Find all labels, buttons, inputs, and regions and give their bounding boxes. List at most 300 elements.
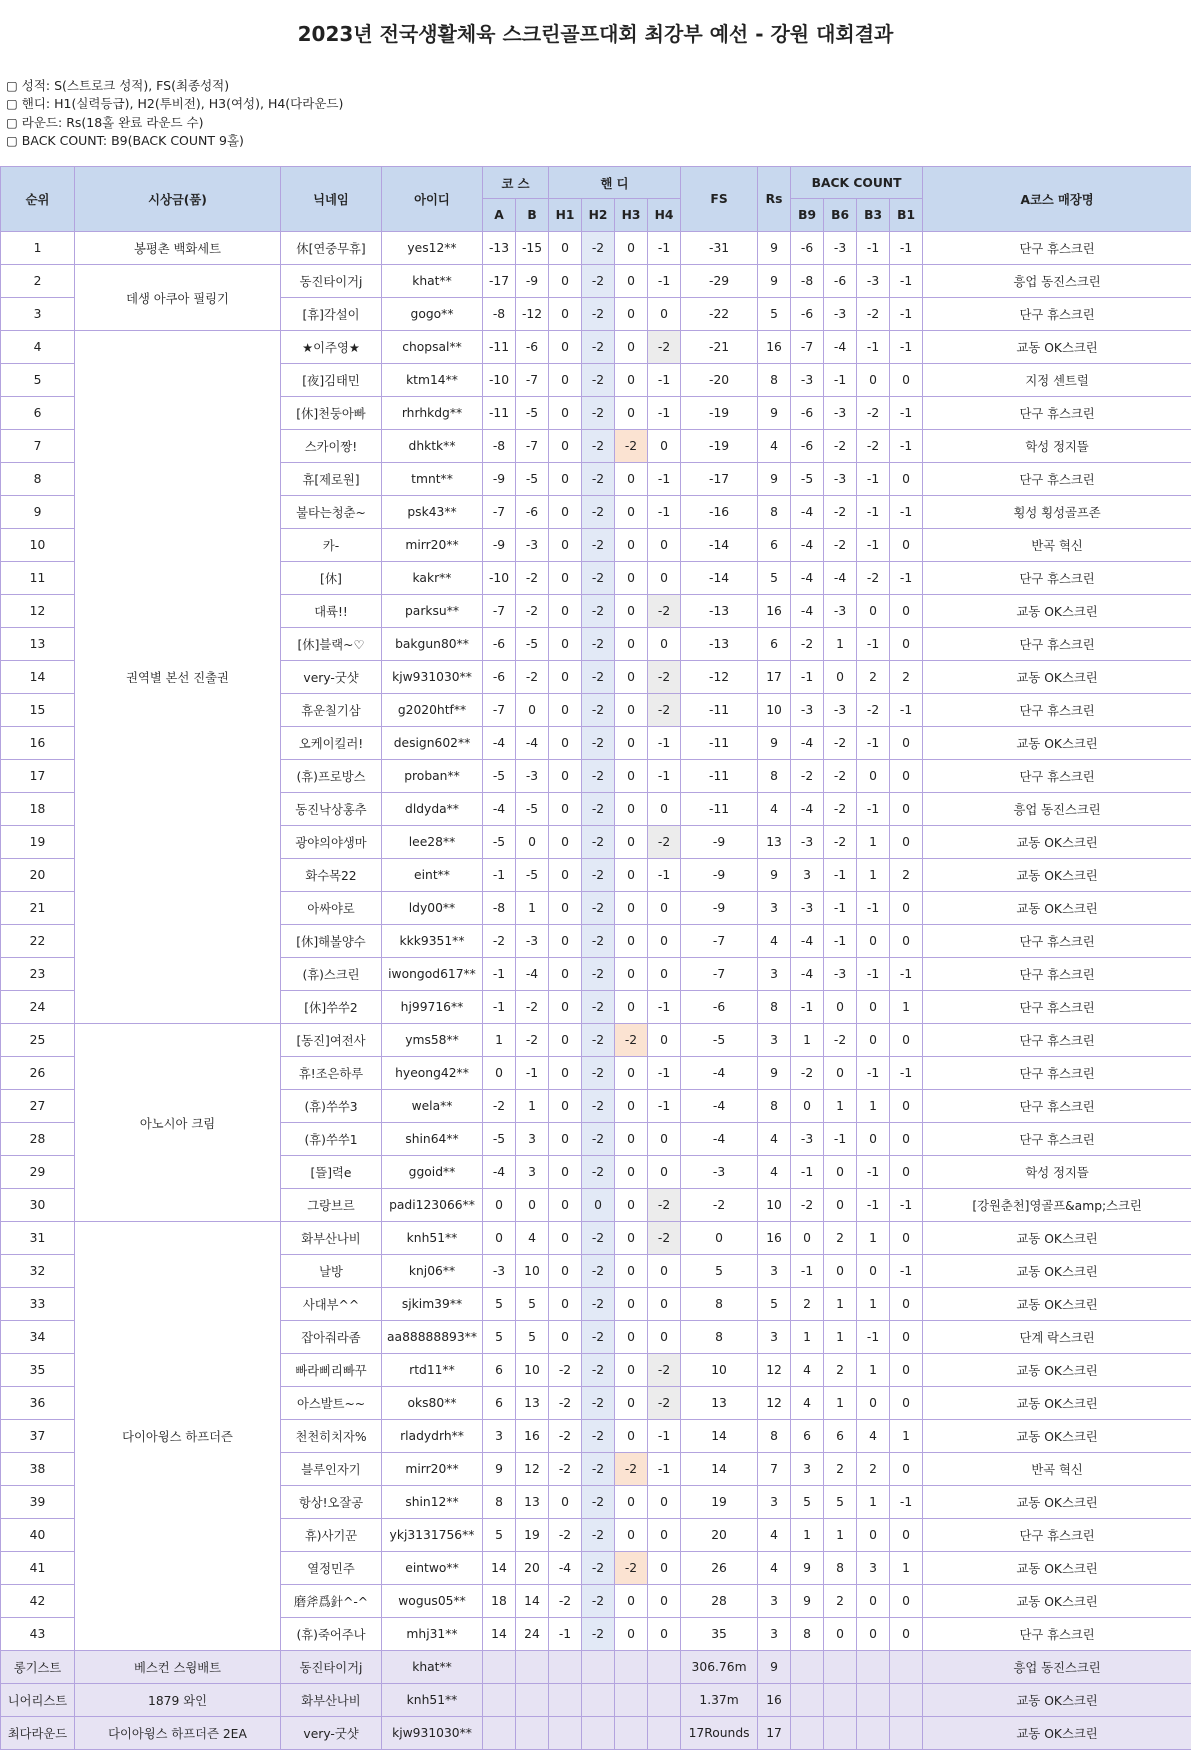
- special-userid-cell: kjw931030**: [382, 1717, 483, 1750]
- bc-b3-cell: 0: [857, 1519, 890, 1552]
- store-cell: 단구 휴스크린: [923, 1057, 1191, 1090]
- handi-h2-cell: -2: [582, 298, 615, 331]
- rs-cell: 7: [758, 1453, 791, 1486]
- store-cell: 단구 휴스크린: [923, 760, 1191, 793]
- bc-b6-cell: 1: [824, 1387, 857, 1420]
- bc-b3-cell: -1: [857, 793, 890, 826]
- handi-h2-cell: -2: [582, 892, 615, 925]
- bc-b9-cell: 5: [791, 1486, 824, 1519]
- bc-b9-cell: 4: [791, 1387, 824, 1420]
- rs-cell: 3: [758, 1255, 791, 1288]
- bc-b6-cell: -1: [824, 1123, 857, 1156]
- handi-h2-cell: -2: [582, 826, 615, 859]
- handi-h4-cell: 0: [648, 298, 681, 331]
- score-a-cell: -9: [483, 529, 516, 562]
- handi-h3-cell: 0: [615, 1189, 648, 1222]
- handi-h2-cell: -2: [582, 694, 615, 727]
- bc-b1-cell: 1: [890, 991, 923, 1024]
- handi-h3-cell: 0: [615, 958, 648, 991]
- nickname-cell: 광야의야생마: [281, 826, 382, 859]
- rank-cell: 38: [1, 1453, 75, 1486]
- bc-b6-cell: 0: [824, 1057, 857, 1090]
- score-b-cell: -3: [516, 529, 549, 562]
- handi-h1-cell: 0: [549, 1090, 582, 1123]
- empty-cell: [890, 1651, 923, 1684]
- score-b-cell: -5: [516, 397, 549, 430]
- bc-b3-cell: -1: [857, 958, 890, 991]
- bc-b6-cell: -4: [824, 562, 857, 595]
- bc-b6-cell: -2: [824, 496, 857, 529]
- bc-b1-cell: 0: [890, 1090, 923, 1123]
- bc-b1-cell: 0: [890, 760, 923, 793]
- score-b-cell: 0: [516, 1189, 549, 1222]
- fs-cell: -22: [681, 298, 758, 331]
- nickname-cell: (휴)죽어주나: [281, 1618, 382, 1651]
- bc-b6-cell: -2: [824, 793, 857, 826]
- bc-b3-cell: 1: [857, 1486, 890, 1519]
- rank-cell: 5: [1, 364, 75, 397]
- handi-h3-cell: 0: [615, 1486, 648, 1519]
- handi-h4-cell: -2: [648, 1387, 681, 1420]
- fs-cell: 8: [681, 1288, 758, 1321]
- fs-cell: -31: [681, 232, 758, 265]
- score-b-cell: -5: [516, 793, 549, 826]
- rs-cell: 3: [758, 1024, 791, 1057]
- bc-b6-cell: -3: [824, 595, 857, 628]
- nickname-cell: (휴)쑤쑤1: [281, 1123, 382, 1156]
- empty-cell: [648, 1651, 681, 1684]
- empty-cell: [791, 1651, 824, 1684]
- bc-b6-cell: 1: [824, 1288, 857, 1321]
- store-cell: 단구 휴스크린: [923, 925, 1191, 958]
- empty-cell: [615, 1684, 648, 1717]
- handi-h4-cell: -1: [648, 496, 681, 529]
- prize-cell: 권역별 본선 진출권: [75, 331, 281, 1024]
- fs-cell: -11: [681, 760, 758, 793]
- bc-b9-cell: -6: [791, 397, 824, 430]
- store-cell: 흥업 동진스크린: [923, 793, 1191, 826]
- bc-b6-cell: -2: [824, 1024, 857, 1057]
- bc-b6-cell: 0: [824, 1255, 857, 1288]
- bc-b6-cell: -1: [824, 892, 857, 925]
- handi-h2-cell: -2: [582, 529, 615, 562]
- handi-h4-cell: -2: [648, 1189, 681, 1222]
- fs-cell: 14: [681, 1453, 758, 1486]
- handi-h4-cell: 0: [648, 1618, 681, 1651]
- special-store-cell: 교동 OK스크린: [923, 1684, 1191, 1717]
- special-rank-cell: 최다라운드: [1, 1717, 75, 1750]
- bc-b1-cell: 0: [890, 463, 923, 496]
- userid-cell: knh51**: [382, 1222, 483, 1255]
- handi-h3-cell: 0: [615, 694, 648, 727]
- bc-b9-cell: -1: [791, 661, 824, 694]
- bc-b9-cell: -2: [791, 760, 824, 793]
- store-cell: 교동 OK스크린: [923, 727, 1191, 760]
- handi-h3-cell: -2: [615, 430, 648, 463]
- nickname-cell: 오케이킬러!: [281, 727, 382, 760]
- rank-cell: 28: [1, 1123, 75, 1156]
- nickname-cell: [휴]각설이: [281, 298, 382, 331]
- handi-h4-cell: -1: [648, 1420, 681, 1453]
- bc-b3-cell: -1: [857, 496, 890, 529]
- handi-h4-cell: -2: [648, 595, 681, 628]
- handi-h3-cell: 0: [615, 793, 648, 826]
- rank-cell: 23: [1, 958, 75, 991]
- store-cell: 반곡 혁신: [923, 1453, 1191, 1486]
- handi-h1-cell: 0: [549, 529, 582, 562]
- legend-score: ▢ 성적: S(스트로크 성적), FS(최종성적): [6, 78, 230, 93]
- score-b-cell: 5: [516, 1288, 549, 1321]
- store-cell: 단구 휴스크린: [923, 298, 1191, 331]
- handi-h2-cell: -2: [582, 430, 615, 463]
- handi-h1-cell: 0: [549, 1024, 582, 1057]
- handi-h1-cell: 0: [549, 1288, 582, 1321]
- userid-cell: shin64**: [382, 1123, 483, 1156]
- handi-h3-cell: 0: [615, 595, 648, 628]
- results-body: [1, 232, 1191, 1750]
- bc-b1-cell: 0: [890, 727, 923, 760]
- handi-h2-cell: -2: [582, 1519, 615, 1552]
- score-b-cell: 1: [516, 1090, 549, 1123]
- fs-cell: -12: [681, 661, 758, 694]
- bc-b3-cell: 0: [857, 364, 890, 397]
- bc-b1-cell: 0: [890, 1585, 923, 1618]
- score-b-cell: 19: [516, 1519, 549, 1552]
- nickname-cell: 동진낙상홍추: [281, 793, 382, 826]
- header-back-count: BACK COUNT: [791, 167, 923, 199]
- rank-cell: 36: [1, 1387, 75, 1420]
- userid-cell: sjkim39**: [382, 1288, 483, 1321]
- handi-h1-cell: 0: [549, 925, 582, 958]
- score-a-cell: -10: [483, 562, 516, 595]
- handi-h3-cell: 0: [615, 628, 648, 661]
- score-b-cell: 14: [516, 1585, 549, 1618]
- bc-b3-cell: 2: [857, 661, 890, 694]
- handi-h4-cell: 0: [648, 628, 681, 661]
- score-b-cell: 3: [516, 1123, 549, 1156]
- fs-cell: -2: [681, 1189, 758, 1222]
- handi-h4-cell: -1: [648, 1453, 681, 1486]
- handi-h4-cell: -2: [648, 1222, 681, 1255]
- nickname-cell: 화수목22: [281, 859, 382, 892]
- rs-cell: 13: [758, 826, 791, 859]
- handi-h2-cell: -2: [582, 727, 615, 760]
- rs-cell: 5: [758, 1288, 791, 1321]
- bc-b1-cell: -1: [890, 298, 923, 331]
- score-a-cell: -11: [483, 331, 516, 364]
- userid-cell: bakgun80**: [382, 628, 483, 661]
- empty-cell: [648, 1684, 681, 1717]
- rank-cell: 11: [1, 562, 75, 595]
- fs-cell: 28: [681, 1585, 758, 1618]
- handi-h3-cell: -2: [615, 1453, 648, 1486]
- bc-b6-cell: -1: [824, 859, 857, 892]
- userid-cell: ktm14**: [382, 364, 483, 397]
- table-row: [1, 331, 1191, 364]
- userid-cell: ldy00**: [382, 892, 483, 925]
- bc-b3-cell: -1: [857, 529, 890, 562]
- bc-b1-cell: 0: [890, 1354, 923, 1387]
- rank-cell: 27: [1, 1090, 75, 1123]
- score-b-cell: -4: [516, 727, 549, 760]
- bc-b3-cell: 4: [857, 1420, 890, 1453]
- userid-cell: tmnt**: [382, 463, 483, 496]
- userid-cell: rtd11**: [382, 1354, 483, 1387]
- rank-cell: 8: [1, 463, 75, 496]
- bc-b1-cell: 0: [890, 628, 923, 661]
- score-a-cell: -7: [483, 694, 516, 727]
- handi-h1-cell: -2: [549, 1585, 582, 1618]
- rs-cell: 12: [758, 1354, 791, 1387]
- score-a-cell: 8: [483, 1486, 516, 1519]
- bc-b9-cell: 0: [791, 1222, 824, 1255]
- handi-h3-cell: 0: [615, 1288, 648, 1321]
- fs-cell: -19: [681, 397, 758, 430]
- special-rank-cell: 롱기스트: [1, 1651, 75, 1684]
- bc-b1-cell: -1: [890, 1255, 923, 1288]
- table-row: [1, 265, 1191, 298]
- legend: [6, 77, 343, 150]
- rs-cell: 4: [758, 793, 791, 826]
- score-b-cell: -2: [516, 661, 549, 694]
- empty-cell: [549, 1717, 582, 1750]
- handi-h3-cell: 0: [615, 760, 648, 793]
- bc-b9-cell: -4: [791, 727, 824, 760]
- empty-cell: [549, 1684, 582, 1717]
- score-a-cell: 0: [483, 1222, 516, 1255]
- bc-b9-cell: 8: [791, 1618, 824, 1651]
- bc-b3-cell: 0: [857, 1585, 890, 1618]
- bc-b9-cell: -3: [791, 694, 824, 727]
- store-cell: 단구 휴스크린: [923, 463, 1191, 496]
- bc-b6-cell: 0: [824, 1156, 857, 1189]
- handi-h1-cell: 0: [549, 595, 582, 628]
- userid-cell: ggoid**: [382, 1156, 483, 1189]
- score-a-cell: -8: [483, 430, 516, 463]
- bc-b3-cell: 0: [857, 1618, 890, 1651]
- rs-cell: 8: [758, 496, 791, 529]
- fs-cell: 0: [681, 1222, 758, 1255]
- bc-b9-cell: -2: [791, 1189, 824, 1222]
- bc-b3-cell: -1: [857, 463, 890, 496]
- bc-b1-cell: -1: [890, 1057, 923, 1090]
- userid-cell: wogus05**: [382, 1585, 483, 1618]
- score-a-cell: 14: [483, 1618, 516, 1651]
- nickname-cell: (휴)쑤쑤3: [281, 1090, 382, 1123]
- empty-cell: [857, 1717, 890, 1750]
- handi-h3-cell: 0: [615, 1618, 648, 1651]
- rs-cell: 9: [758, 1057, 791, 1090]
- handi-h3-cell: 0: [615, 265, 648, 298]
- fs-cell: -7: [681, 958, 758, 991]
- handi-h4-cell: -1: [648, 265, 681, 298]
- handi-h3-cell: 0: [615, 1321, 648, 1354]
- score-b-cell: -3: [516, 925, 549, 958]
- bc-b6-cell: -1: [824, 925, 857, 958]
- score-a-cell: -8: [483, 892, 516, 925]
- fs-cell: 35: [681, 1618, 758, 1651]
- userid-cell: chopsal**: [382, 331, 483, 364]
- handi-h3-cell: 0: [615, 1387, 648, 1420]
- score-a-cell: 18: [483, 1585, 516, 1618]
- bc-b1-cell: 0: [890, 1288, 923, 1321]
- score-a-cell: 6: [483, 1387, 516, 1420]
- bc-b3-cell: -3: [857, 265, 890, 298]
- handi-h4-cell: 0: [648, 1552, 681, 1585]
- fs-cell: -7: [681, 925, 758, 958]
- header-userid: 아이디: [382, 167, 483, 232]
- store-cell: 단구 휴스크린: [923, 628, 1191, 661]
- userid-cell: knj06**: [382, 1255, 483, 1288]
- fs-cell: -9: [681, 859, 758, 892]
- handi-h1-cell: 0: [549, 496, 582, 529]
- rank-cell: 13: [1, 628, 75, 661]
- store-cell: 교동 OK스크린: [923, 1288, 1191, 1321]
- handi-h4-cell: 0: [648, 1123, 681, 1156]
- rs-cell: 16: [758, 595, 791, 628]
- handi-h2-cell: -2: [582, 1552, 615, 1585]
- handi-h2-cell: -2: [582, 232, 615, 265]
- bc-b9-cell: -3: [791, 1123, 824, 1156]
- legend-handicap: ▢ 핸디: H1(실력등급), H2(투비전), H3(여성), H4(다라운드): [6, 96, 344, 112]
- bc-b6-cell: -2: [824, 727, 857, 760]
- handi-h3-cell: 0: [615, 826, 648, 859]
- bc-b3-cell: 0: [857, 760, 890, 793]
- bc-b6-cell: 0: [824, 991, 857, 1024]
- bc-b1-cell: -1: [890, 496, 923, 529]
- handi-h3-cell: 0: [615, 859, 648, 892]
- score-b-cell: 13: [516, 1486, 549, 1519]
- score-b-cell: 0: [516, 694, 549, 727]
- rs-cell: 16: [758, 1222, 791, 1255]
- bc-b6-cell: 6: [824, 1420, 857, 1453]
- handi-h3-cell: 0: [615, 397, 648, 430]
- handi-h4-cell: -1: [648, 1090, 681, 1123]
- nickname-cell: 휴!조은하루: [281, 1057, 382, 1090]
- score-a-cell: -1: [483, 859, 516, 892]
- fs-cell: 10: [681, 1354, 758, 1387]
- store-cell: 횡성 횡성골프존: [923, 496, 1191, 529]
- handi-h2-cell: -2: [582, 397, 615, 430]
- handi-h4-cell: 0: [648, 1156, 681, 1189]
- rank-cell: 33: [1, 1288, 75, 1321]
- bc-b3-cell: 1: [857, 1090, 890, 1123]
- nickname-cell: 날방: [281, 1255, 382, 1288]
- store-cell: 단구 휴스크린: [923, 1024, 1191, 1057]
- fs-cell: 14: [681, 1420, 758, 1453]
- rank-cell: 34: [1, 1321, 75, 1354]
- score-a-cell: -1: [483, 958, 516, 991]
- handi-h4-cell: 0: [648, 1321, 681, 1354]
- special-userid-cell: knh51**: [382, 1684, 483, 1717]
- nickname-cell: 천천히치자%: [281, 1420, 382, 1453]
- handi-h2-cell: -2: [582, 1453, 615, 1486]
- bc-b3-cell: -1: [857, 727, 890, 760]
- empty-cell: [483, 1717, 516, 1750]
- handi-h2-cell: -2: [582, 925, 615, 958]
- empty-cell: [582, 1684, 615, 1717]
- handi-h4-cell: -2: [648, 661, 681, 694]
- handi-h1-cell: 0: [549, 826, 582, 859]
- bc-b9-cell: 4: [791, 1354, 824, 1387]
- bc-b6-cell: -3: [824, 958, 857, 991]
- store-cell: 단구 휴스크린: [923, 1123, 1191, 1156]
- userid-cell: lee28**: [382, 826, 483, 859]
- rank-cell: 24: [1, 991, 75, 1024]
- store-cell: 교동 OK스크린: [923, 859, 1191, 892]
- userid-cell: mhj31**: [382, 1618, 483, 1651]
- bc-b3-cell: -2: [857, 298, 890, 331]
- empty-cell: [516, 1651, 549, 1684]
- rank-cell: 39: [1, 1486, 75, 1519]
- handi-h3-cell: 0: [615, 496, 648, 529]
- handi-h3-cell: 0: [615, 661, 648, 694]
- rs-cell: 8: [758, 1420, 791, 1453]
- handi-h1-cell: 0: [549, 694, 582, 727]
- handi-h2-cell: -2: [582, 1024, 615, 1057]
- special-nickname-cell: very-굿샷: [281, 1717, 382, 1750]
- rank-cell: 18: [1, 793, 75, 826]
- nickname-cell: very-굿샷: [281, 661, 382, 694]
- rank-cell: 1: [1, 232, 75, 265]
- rs-cell: 8: [758, 364, 791, 397]
- userid-cell: gogo**: [382, 298, 483, 331]
- handi-h1-cell: -2: [549, 1519, 582, 1552]
- handi-h3-cell: 0: [615, 562, 648, 595]
- rs-cell: 9: [758, 727, 791, 760]
- userid-cell: padi123066**: [382, 1189, 483, 1222]
- fs-cell: -11: [681, 694, 758, 727]
- handi-h4-cell: -1: [648, 760, 681, 793]
- empty-cell: [824, 1717, 857, 1750]
- bc-b9-cell: 3: [791, 1453, 824, 1486]
- bc-b6-cell: 2: [824, 1222, 857, 1255]
- bc-b6-cell: -3: [824, 694, 857, 727]
- nickname-cell: 休[연중무휴]: [281, 232, 382, 265]
- rs-cell: 17: [758, 661, 791, 694]
- bc-b1-cell: 0: [890, 892, 923, 925]
- score-b-cell: -2: [516, 1024, 549, 1057]
- userid-cell: g2020htf**: [382, 694, 483, 727]
- bc-b9-cell: -2: [791, 628, 824, 661]
- score-b-cell: 10: [516, 1255, 549, 1288]
- handi-h2-cell: -2: [582, 364, 615, 397]
- handi-h1-cell: 0: [549, 1156, 582, 1189]
- nickname-cell: [休]: [281, 562, 382, 595]
- special-store-cell: 흥업 동진스크린: [923, 1651, 1191, 1684]
- rs-cell: 4: [758, 1519, 791, 1552]
- bc-b9-cell: -8: [791, 265, 824, 298]
- store-cell: 교동 OK스크린: [923, 1486, 1191, 1519]
- header-handicap: 핸 디: [549, 167, 681, 199]
- bc-b6-cell: 5: [824, 1486, 857, 1519]
- userid-cell: yes12**: [382, 232, 483, 265]
- rs-cell: 6: [758, 529, 791, 562]
- nickname-cell: 잡아줘라좀: [281, 1321, 382, 1354]
- handi-h1-cell: 0: [549, 628, 582, 661]
- score-a-cell: -3: [483, 1255, 516, 1288]
- bc-b3-cell: -1: [857, 1321, 890, 1354]
- fs-cell: -11: [681, 793, 758, 826]
- handi-h1-cell: -4: [549, 1552, 582, 1585]
- handi-h1-cell: 0: [549, 1189, 582, 1222]
- header-h4: H4: [648, 199, 681, 232]
- table-row: [1, 1024, 1191, 1057]
- rs-cell: 3: [758, 1618, 791, 1651]
- table-row: [1, 232, 1191, 265]
- handi-h4-cell: 0: [648, 529, 681, 562]
- rs-cell: 10: [758, 694, 791, 727]
